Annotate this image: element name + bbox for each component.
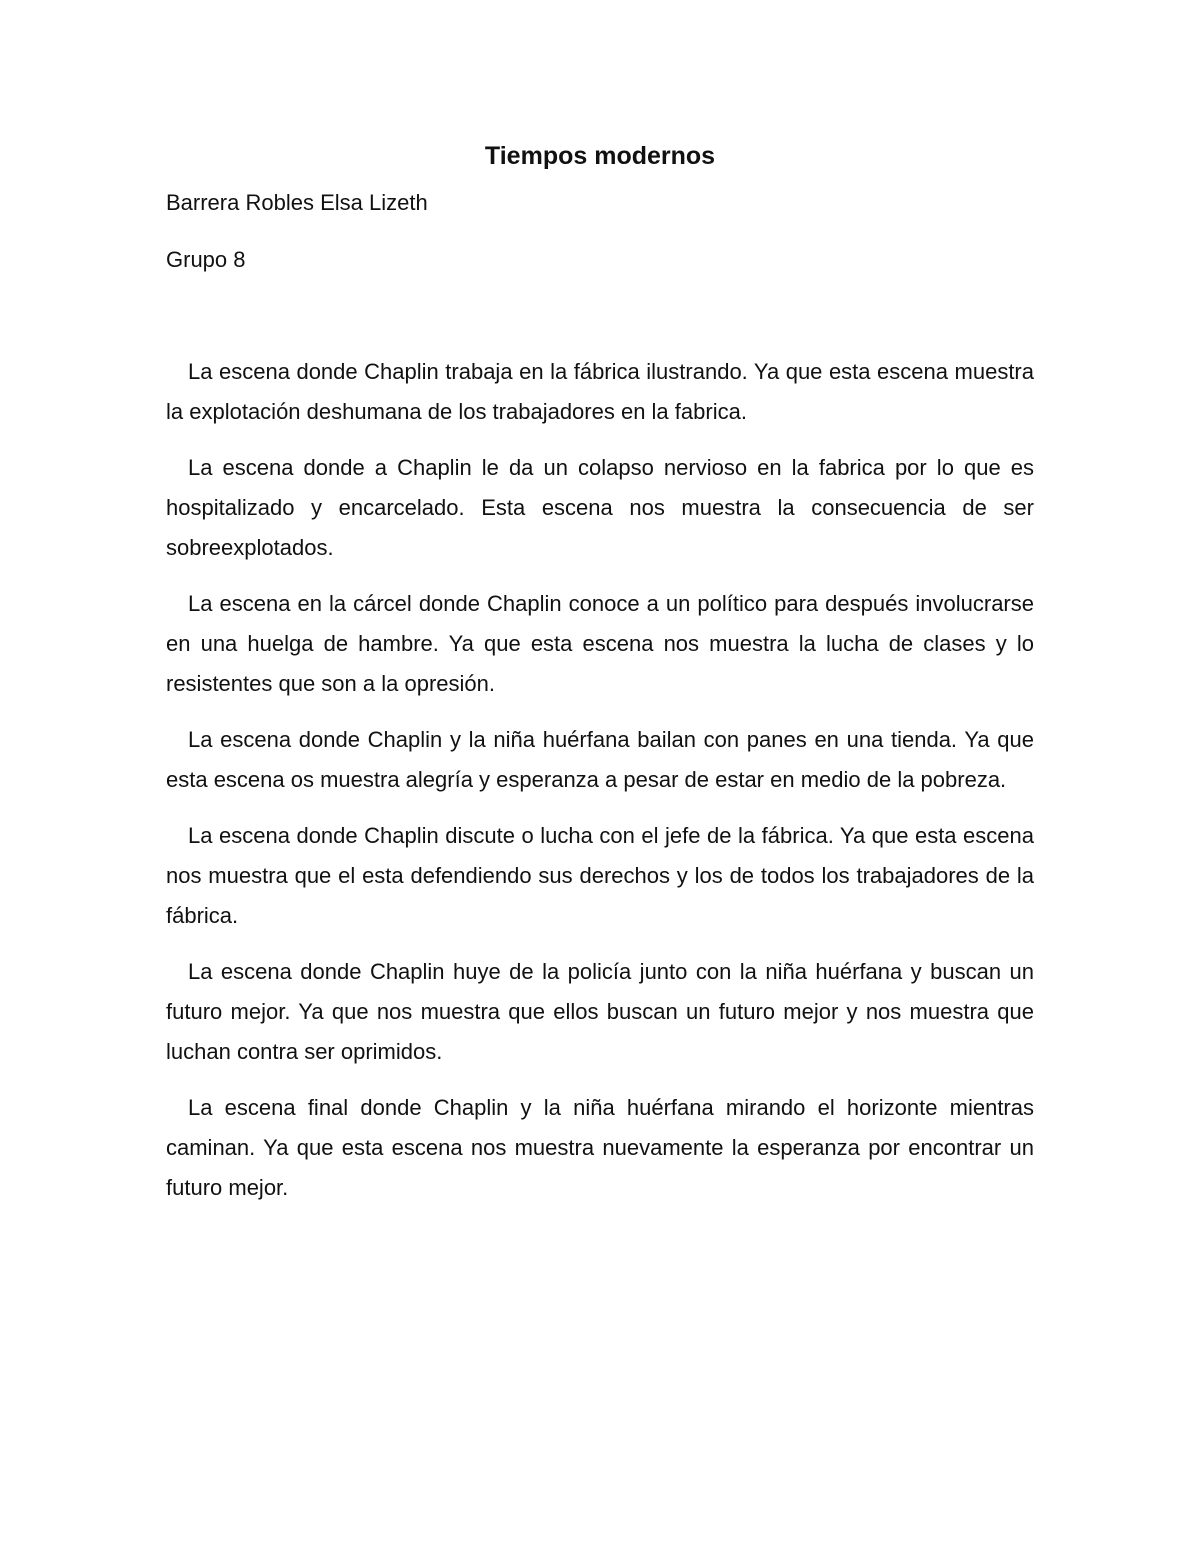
group-label: Grupo 8 [166, 247, 246, 272]
paragraph: La escena en la cárcel donde Chaplin conoce a un político para después involucrarse en una huelga de hambre. Ya que esta escena nos muestra la lucha de clases y lo resistentes que son a la opresión. [166, 591, 1034, 696]
paragraph: La escena donde Chaplin discute o lucha con el jefe de la fábrica. Ya que esta escena nos muestra que el esta defendiendo sus derechos y los de todos los trabajadores de la fábrica. [166, 823, 1034, 928]
paragraph: La escena donde a Chaplin le da un colapso nervioso en la fabrica por lo que es hospitalizado y encarcelado. Esta escena nos muestra la consecuencia de ser sobreexplotados. [166, 455, 1034, 560]
document-body [166, 352, 1034, 1224]
paragraph: La escena donde Chaplin trabaja en la fábrica ilustrando. Ya que esta escena muestra la explotación deshumana de los trabajadores en la fabrica. [166, 359, 1034, 424]
author-name: Barrera Robles Elsa Lizeth [166, 190, 428, 215]
paragraph: La escena final donde Chaplin y la niña huérfana mirando el horizonte mientras caminan. Ya que esta escena nos muestra nuevamente la esperanza por encontrar un futuro mejor. [166, 1095, 1034, 1200]
document-title: Tiempos modernos [484, 142, 716, 170]
paragraph: La escena donde Chaplin huye de la policía junto con la niña huérfana y buscan un futuro mejor. Ya que nos muestra que ellos buscan un futuro mejor y nos muestra que luchan contra ser oprimidos. [166, 959, 1034, 1064]
paragraph: La escena donde Chaplin y la niña huérfana bailan con panes en una tienda. Ya que esta escena os muestra alegría y esperanza a pesar de estar en medio de la pobreza. [166, 727, 1034, 792]
